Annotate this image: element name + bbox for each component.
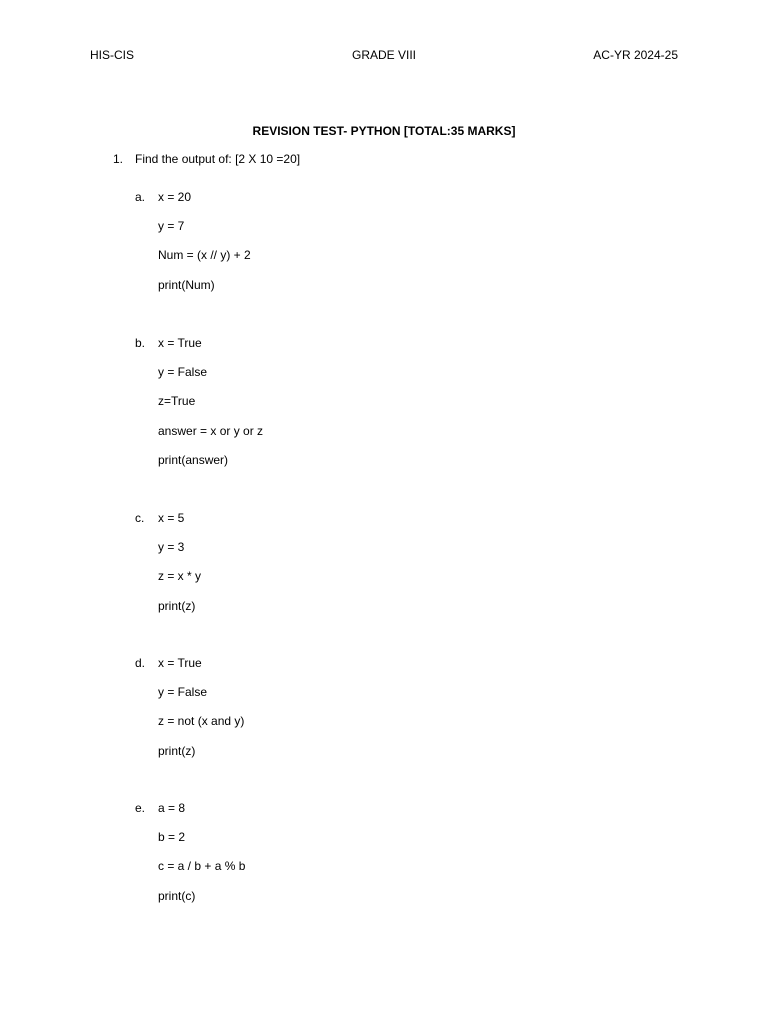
code-line: x = True	[158, 336, 202, 350]
code-line: print(z)	[158, 598, 196, 613]
code-line: print(Num)	[158, 277, 215, 292]
code-block	[158, 512, 201, 629]
header-academic-year: AC-YR 2024-25	[593, 48, 678, 62]
code-block	[158, 657, 244, 774]
code-line: x = 5	[158, 511, 185, 525]
code-line: z = x * y	[158, 569, 202, 584]
code-block	[158, 191, 251, 308]
code-block	[158, 802, 245, 919]
code-line: y = False	[158, 685, 208, 700]
sub-question-label: b.	[135, 336, 146, 350]
sub-question-label: a.	[135, 190, 146, 204]
code-block	[158, 337, 263, 483]
code-line: z=True	[158, 394, 196, 409]
question-1	[113, 153, 300, 165]
code-line: y = 7	[158, 219, 185, 234]
sub-question-label: d.	[135, 656, 146, 670]
question-text: Find the output of: [2 X 10 =20]	[135, 152, 301, 166]
sub-question-label: e.	[135, 801, 146, 815]
code-line: z = not (x and y)	[158, 714, 245, 729]
test-title: REVISION TEST- PYTHON [TOTAL:35 MARKS]	[252, 124, 516, 138]
code-line: b = 2	[158, 830, 186, 845]
code-line: print(answer)	[158, 452, 229, 467]
code-line: c = a / b + a % b	[158, 859, 246, 874]
code-line: a = 8	[158, 801, 186, 815]
code-line: answer = x or y or z	[158, 423, 264, 438]
question-number: 1.	[113, 152, 124, 166]
header-school: HIS-CIS	[90, 48, 135, 62]
code-line: x = True	[158, 656, 202, 670]
code-line: Num = (x // y) + 2	[158, 248, 251, 263]
sub-question-label: c.	[135, 511, 145, 525]
code-line: x = 20	[158, 190, 192, 204]
code-line: y = False	[158, 365, 208, 380]
header-grade: GRADE VIII	[351, 48, 417, 62]
code-line: print(z)	[158, 743, 196, 758]
code-line: print(c)	[158, 888, 196, 903]
code-line: y = 3	[158, 540, 185, 555]
